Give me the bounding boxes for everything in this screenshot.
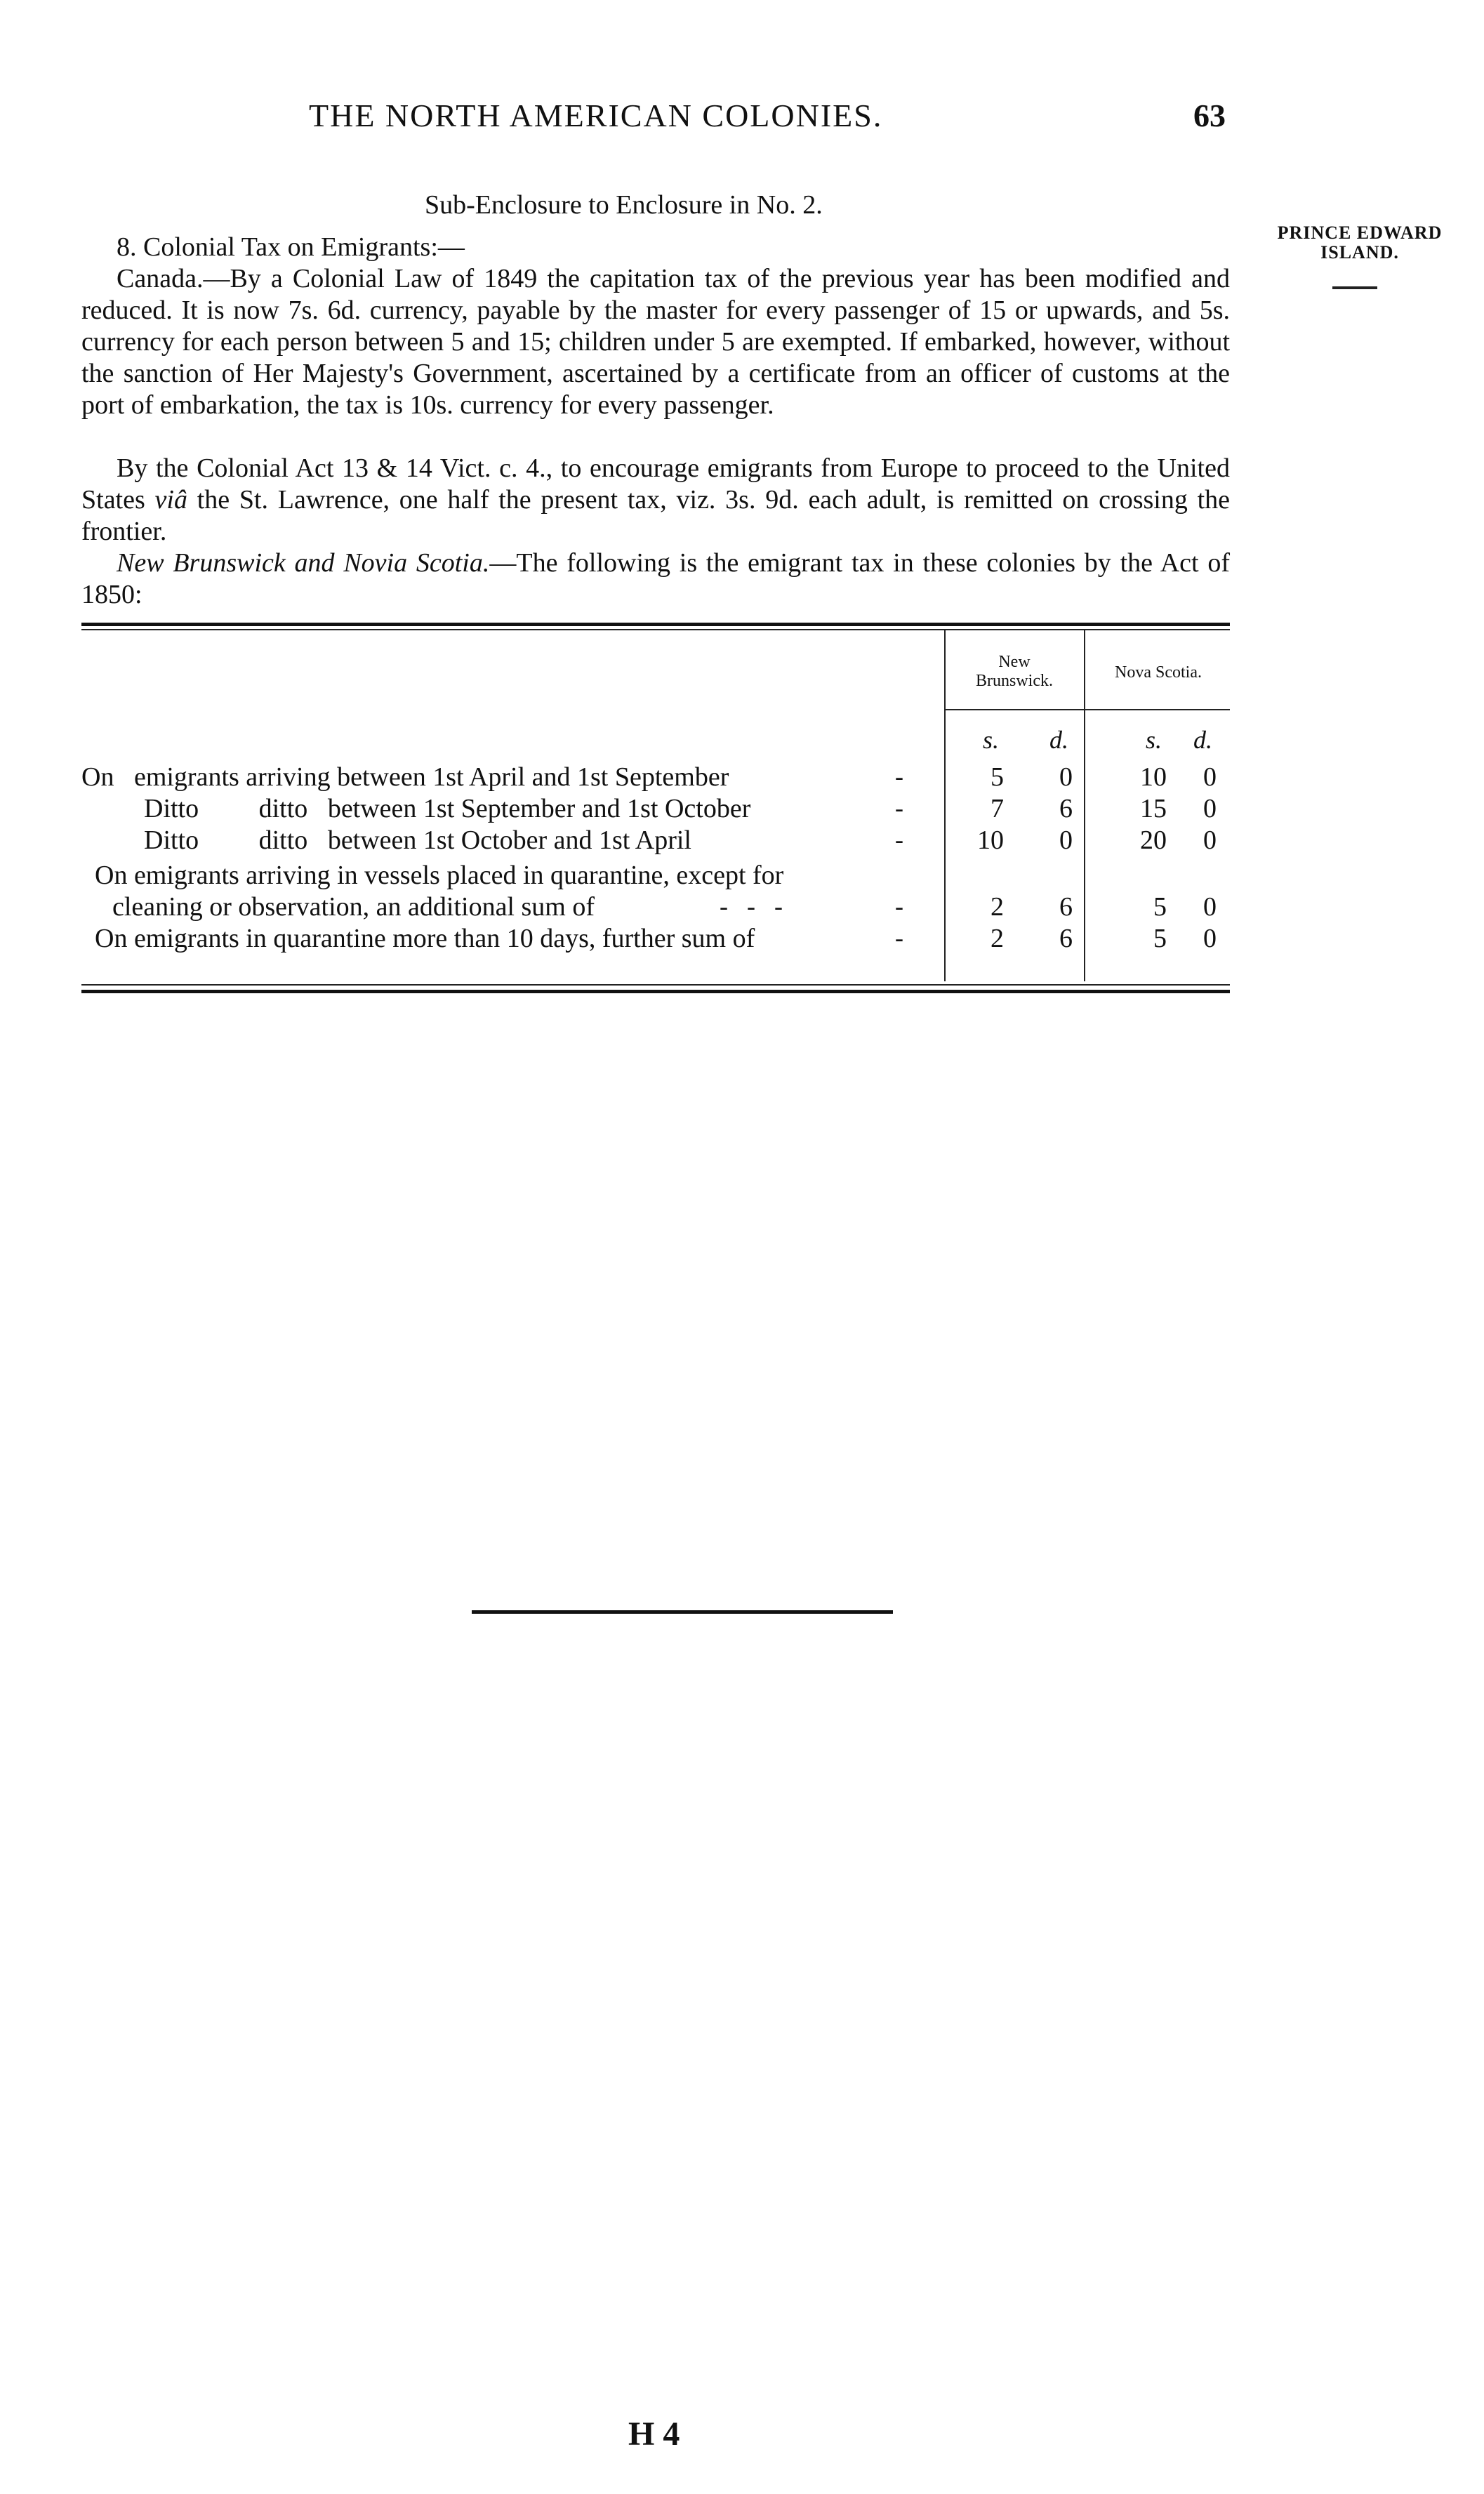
column-heading-line: New: [998, 653, 1031, 671]
table-row-label: [144, 825, 691, 856]
table-row-label-continued: cleaning or observation, an additional sum of: [112, 892, 595, 922]
row-label-part: emigrants arriving between 1st April and 1st September: [133, 762, 729, 792]
column-heading-rule: [944, 709, 1230, 710]
cell-nb-shillings: 5: [991, 762, 1004, 792]
page-running-title: THE NORTH AMERICAN COLONIES.: [309, 98, 883, 133]
cell-ns-shillings: 5: [1153, 924, 1167, 953]
unit-pence: d.: [1193, 726, 1212, 754]
table-top-rule-thin: [81, 629, 1230, 630]
row-label-part: Ditto: [144, 794, 199, 823]
row-label-part: between 1st September and 1st October: [327, 794, 751, 823]
cell-ns-shillings: 15: [1140, 794, 1167, 823]
cell-ns-pence: 0: [1203, 892, 1217, 922]
cell-nb-pence: 0: [1059, 762, 1073, 792]
cell-nb-shillings: 2: [991, 924, 1004, 953]
row-label-part: On: [81, 762, 114, 792]
paragraph-nb-lead: New Brunswick and Novia Scotia.: [117, 548, 490, 578]
paragraph-nb-rest: —The following is the emigrant tax in these colonies by the Act of 1850:: [81, 548, 1230, 609]
cell-nb-pence: 6: [1059, 794, 1073, 823]
table-column-divider: [1084, 630, 1085, 981]
column-heading-line: Brunswick.: [976, 672, 1053, 690]
unit-shillings: s.: [983, 726, 1000, 754]
table-row-label: [144, 793, 750, 824]
item-heading: 8. Colonial Tax on Emigrants:—: [117, 232, 465, 262]
cell-ns-shillings: 20: [1140, 825, 1167, 855]
cell-ns-pence: 0: [1203, 762, 1217, 792]
cell-nb-pence: 0: [1059, 825, 1073, 855]
sub-heading: Sub-Enclosure to Enclosure in No. 2.: [425, 190, 823, 220]
column-heading-new-brunswick: [948, 653, 1081, 691]
section-end-rule: [472, 1610, 893, 1614]
cell-nb-pence: 6: [1059, 892, 1073, 922]
cell-nb-shillings: 2: [991, 892, 1004, 922]
page-number: 63: [1193, 98, 1226, 133]
cell-ns-pence: 0: [1203, 794, 1217, 823]
leader-dash: -: [895, 825, 903, 854]
cell-nb-pence: 6: [1059, 924, 1073, 953]
column-heading-nova-scotia: Nova Scotia.: [1115, 663, 1202, 682]
table-row-label: [81, 762, 729, 792]
cell-ns-pence: 0: [1203, 924, 1217, 953]
cell-ns-shillings: 10: [1140, 762, 1167, 792]
paragraph-act-text-2: the St. Lawrence, one half the present tax, viz. 3s. 9d. each adult, is remitted on crossing the frontier.: [81, 485, 1230, 546]
leader-dash: -: [895, 924, 903, 952]
cell-nb-shillings: 7: [991, 794, 1004, 823]
margin-note: PRINCE EDWARD ISLAND.: [1277, 223, 1443, 263]
paragraph-canada: Canada.—By a Colonial Law of 1849 the capitation tax of the previous year has been modified and reduced. It is now 7s. 6d. currency, payable by the master for every passenger of 15 or upwards, and 5s. currency for each person between 5 and 15; children under 5 are exempted. If embarked, however, without the sanction of Her Majesty's Government, ascertained by a certificate from an officer of customs at the port of embarkation, the tax is 10s. currency for every passenger.: [81, 264, 1230, 420]
paragraph-new-brunswick: [81, 548, 1230, 611]
row-label-part: ditto: [258, 794, 308, 823]
leader-dash: -: [895, 762, 903, 790]
table-row-label: On emigrants arriving in vessels placed in quarantine, except for: [95, 861, 784, 890]
paragraph-act-via: viâ: [154, 485, 187, 515]
row-label-part: between 1st October and 1st April: [327, 825, 691, 855]
signature-mark: H 4: [628, 2415, 680, 2453]
paragraph-act-text-1: By the Colonial Act 13 & 14 Vict. c. 4., to encourage emigrants from Europe to proceed to the United States: [81, 453, 1230, 515]
margin-note-rule: [1332, 286, 1377, 289]
cell-ns-shillings: 5: [1153, 892, 1167, 922]
cell-ns-pence: 0: [1203, 825, 1217, 855]
table-top-rule: [81, 623, 1230, 626]
row-label-part: Ditto: [144, 825, 199, 855]
table-row-label: On emigrants in quarantine more than 10 days, further sum of: [95, 924, 755, 953]
row-label-part: ditto: [258, 825, 308, 855]
table-bottom-rule-thin: [81, 984, 1230, 986]
leader-dash: -: [895, 794, 903, 822]
table-bottom-rule: [81, 990, 1230, 993]
paragraph-colonial-act: [81, 453, 1230, 548]
cell-nb-shillings: 10: [977, 825, 1004, 855]
table-column-divider: [944, 630, 946, 981]
unit-pence: d.: [1049, 726, 1068, 754]
leader-dash: -: [895, 892, 903, 920]
leader-dots: - - -: [720, 892, 783, 920]
unit-shillings: s.: [1146, 726, 1162, 754]
